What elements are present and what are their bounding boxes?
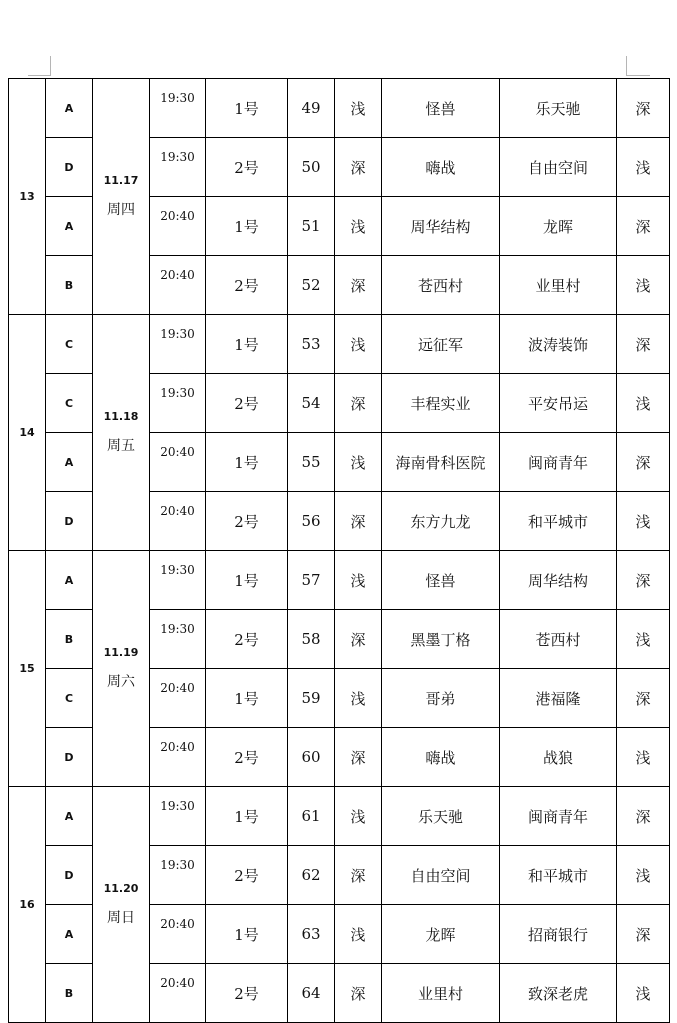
home-color-cell: 浅 [335, 787, 382, 846]
match-number-cell: 50 [288, 138, 335, 197]
time-cell: 19:30 [150, 138, 206, 197]
away-team-cell: 和平城市 [500, 846, 617, 905]
time-cell: 19:30 [150, 846, 206, 905]
weekday: 周日 [107, 910, 135, 926]
field-cell: 1号 [206, 433, 288, 492]
group-cell: A [46, 197, 93, 256]
match-number-cell: 60 [288, 728, 335, 787]
home-team-cell: 哥弟 [382, 669, 500, 728]
away-color-cell: 深 [617, 433, 670, 492]
field-cell: 1号 [206, 79, 288, 138]
away-team-cell: 港福隆 [500, 669, 617, 728]
match-number-cell: 62 [288, 846, 335, 905]
away-team-cell: 乐天驰 [500, 79, 617, 138]
group-cell: D [46, 846, 93, 905]
home-team-cell: 自由空间 [382, 846, 500, 905]
time-cell: 19:30 [150, 374, 206, 433]
match-number-cell: 54 [288, 374, 335, 433]
crop-mark-right-horizontal [626, 75, 650, 76]
away-color-cell: 深 [617, 315, 670, 374]
group-cell: C [46, 669, 93, 728]
away-team-cell: 和平城市 [500, 492, 617, 551]
group-cell: B [46, 256, 93, 315]
home-team-cell: 海南骨科医院 [382, 433, 500, 492]
match-date: 11.20 [103, 882, 139, 895]
field-cell: 1号 [206, 787, 288, 846]
home-team-cell: 丰程实业 [382, 374, 500, 433]
home-color-cell: 深 [335, 374, 382, 433]
home-color-cell: 深 [335, 138, 382, 197]
home-team-cell: 龙晖 [382, 905, 500, 964]
away-color-cell: 浅 [617, 256, 670, 315]
date-cell [93, 315, 150, 551]
group-cell: B [46, 610, 93, 669]
home-color-cell: 深 [335, 256, 382, 315]
away-team-cell: 波涛装饰 [500, 315, 617, 374]
group-cell: D [46, 492, 93, 551]
away-color-cell: 浅 [617, 846, 670, 905]
time-cell: 20:40 [150, 197, 206, 256]
time-cell: 20:40 [150, 669, 206, 728]
away-color-cell: 浅 [617, 728, 670, 787]
match-number-cell: 59 [288, 669, 335, 728]
crop-mark-left-vertical [50, 56, 51, 76]
date-cell [93, 551, 150, 787]
match-number-cell: 64 [288, 964, 335, 1023]
away-color-cell: 浅 [617, 610, 670, 669]
match-number-cell: 61 [288, 787, 335, 846]
home-team-cell: 乐天驰 [382, 787, 500, 846]
away-team-cell: 战狼 [500, 728, 617, 787]
field-cell: 1号 [206, 197, 288, 256]
field-cell: 1号 [206, 551, 288, 610]
time-cell: 20:40 [150, 905, 206, 964]
group-cell: B [46, 964, 93, 1023]
away-color-cell: 深 [617, 551, 670, 610]
away-color-cell: 深 [617, 669, 670, 728]
group-cell: A [46, 433, 93, 492]
home-color-cell: 浅 [335, 551, 382, 610]
home-color-cell: 深 [335, 610, 382, 669]
away-team-cell: 招商银行 [500, 905, 617, 964]
away-color-cell: 浅 [617, 138, 670, 197]
weekday: 周四 [107, 202, 135, 218]
match-number-cell: 51 [288, 197, 335, 256]
away-color-cell: 浅 [617, 492, 670, 551]
field-cell: 2号 [206, 374, 288, 433]
group-cell: D [46, 728, 93, 787]
time-cell: 20:40 [150, 728, 206, 787]
field-cell: 2号 [206, 138, 288, 197]
time-cell: 19:30 [150, 787, 206, 846]
match-number-cell: 53 [288, 315, 335, 374]
table-row [9, 315, 670, 374]
away-team-cell: 龙晖 [500, 197, 617, 256]
away-color-cell: 深 [617, 197, 670, 256]
home-team-cell: 东方九龙 [382, 492, 500, 551]
field-cell: 2号 [206, 492, 288, 551]
home-team-cell: 苍西村 [382, 256, 500, 315]
table-row [9, 787, 670, 846]
field-cell: 1号 [206, 905, 288, 964]
week-number-cell: 13 [9, 79, 46, 315]
home-color-cell: 浅 [335, 315, 382, 374]
home-color-cell: 深 [335, 964, 382, 1023]
home-color-cell: 浅 [335, 669, 382, 728]
home-color-cell: 浅 [335, 905, 382, 964]
away-team-cell: 闽商青年 [500, 787, 617, 846]
home-team-cell: 嗨战 [382, 728, 500, 787]
field-cell: 1号 [206, 669, 288, 728]
away-team-cell: 周华结构 [500, 551, 617, 610]
away-team-cell: 自由空间 [500, 138, 617, 197]
field-cell: 1号 [206, 315, 288, 374]
field-cell: 2号 [206, 964, 288, 1023]
home-color-cell: 浅 [335, 197, 382, 256]
match-date: 11.17 [103, 174, 139, 187]
match-number-cell: 52 [288, 256, 335, 315]
away-team-cell: 业里村 [500, 256, 617, 315]
home-color-cell: 浅 [335, 79, 382, 138]
home-team-cell: 周华结构 [382, 197, 500, 256]
match-number-cell: 55 [288, 433, 335, 492]
group-cell: C [46, 374, 93, 433]
home-team-cell: 怪兽 [382, 551, 500, 610]
time-cell: 20:40 [150, 256, 206, 315]
match-number-cell: 49 [288, 79, 335, 138]
time-cell: 19:30 [150, 551, 206, 610]
crop-mark-right-vertical [626, 56, 627, 76]
group-cell: A [46, 551, 93, 610]
match-number-cell: 57 [288, 551, 335, 610]
crop-mark-left-horizontal [28, 75, 50, 76]
group-cell: D [46, 138, 93, 197]
week-number-cell: 14 [9, 315, 46, 551]
away-team-cell: 苍西村 [500, 610, 617, 669]
away-color-cell: 深 [617, 79, 670, 138]
home-team-cell: 黑墨丁格 [382, 610, 500, 669]
match-number-cell: 63 [288, 905, 335, 964]
field-cell: 2号 [206, 610, 288, 669]
field-cell: 2号 [206, 256, 288, 315]
group-cell: A [46, 79, 93, 138]
table-row [9, 79, 670, 138]
time-cell: 20:40 [150, 492, 206, 551]
match-number-cell: 58 [288, 610, 335, 669]
field-cell: 2号 [206, 728, 288, 787]
match-date: 11.18 [103, 410, 139, 423]
away-color-cell: 浅 [617, 964, 670, 1023]
table-row [9, 551, 670, 610]
date-cell [93, 79, 150, 315]
group-cell: A [46, 905, 93, 964]
match-number-cell: 56 [288, 492, 335, 551]
date-cell [93, 787, 150, 1023]
time-cell: 19:30 [150, 315, 206, 374]
home-color-cell: 深 [335, 492, 382, 551]
away-color-cell: 浅 [617, 374, 670, 433]
home-color-cell: 深 [335, 846, 382, 905]
weekday: 周六 [107, 674, 135, 690]
home-team-cell: 业里村 [382, 964, 500, 1023]
field-cell: 2号 [206, 846, 288, 905]
time-cell: 20:40 [150, 433, 206, 492]
schedule-body [9, 79, 670, 1023]
away-color-cell: 深 [617, 905, 670, 964]
week-number-cell: 15 [9, 551, 46, 787]
away-team-cell: 平安吊运 [500, 374, 617, 433]
home-color-cell: 浅 [335, 433, 382, 492]
home-team-cell: 嗨战 [382, 138, 500, 197]
away-color-cell: 深 [617, 787, 670, 846]
week-number-cell: 16 [9, 787, 46, 1023]
group-cell: C [46, 315, 93, 374]
home-color-cell: 深 [335, 728, 382, 787]
time-cell: 19:30 [150, 79, 206, 138]
match-date: 11.19 [103, 646, 139, 659]
home-team-cell: 远征军 [382, 315, 500, 374]
time-cell: 20:40 [150, 964, 206, 1023]
group-cell: A [46, 787, 93, 846]
match-schedule-table [8, 78, 670, 1023]
away-team-cell: 致深老虎 [500, 964, 617, 1023]
away-team-cell: 闽商青年 [500, 433, 617, 492]
home-team-cell: 怪兽 [382, 79, 500, 138]
weekday: 周五 [107, 438, 135, 454]
time-cell: 19:30 [150, 610, 206, 669]
